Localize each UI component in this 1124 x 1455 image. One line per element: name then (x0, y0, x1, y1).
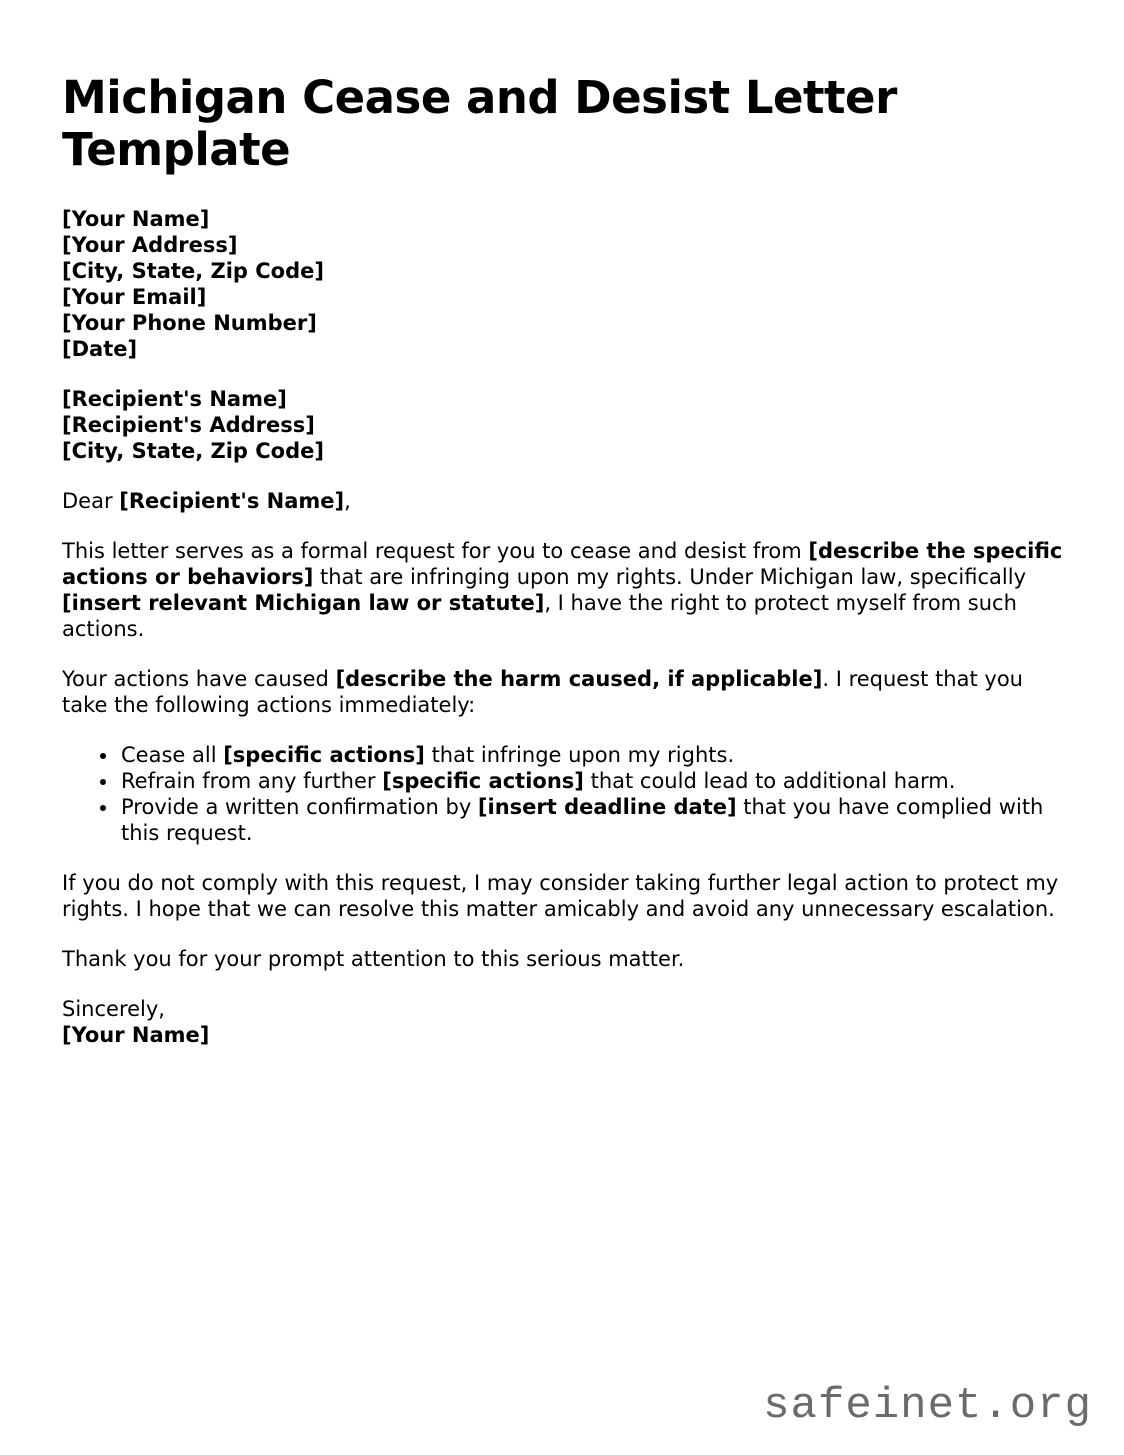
recipient-name-line: [Recipient's Name] (62, 387, 287, 411)
closing-name: [Your Name] (62, 1023, 210, 1047)
paragraph-harm: Your actions have caused [describe the harm caused, if applicable]. I request that you take the following actions immediately: (62, 667, 1023, 717)
recipient-city-line: [City, State, Zip Code] (62, 439, 324, 463)
site-watermark: safeinet.org (763, 1381, 1092, 1431)
sender-city-line: [City, State, Zip Code] (62, 259, 324, 283)
list-item: • Refrain from any further [specific actions] that could lead to additional harm. (119, 768, 1064, 794)
paragraph-consequences: If you do not comply with this request, I may consider taking further legal action to protect my rights. I hope that we can resolve this matter amicably and avoid any unnecessary escalation. (62, 871, 1059, 921)
recipient-address-line: [Recipient's Address] (62, 413, 315, 437)
list-item: • Cease all [specific actions] that infringe upon my rights. (119, 742, 1064, 768)
sender-address-line: [Your Address] (62, 233, 238, 257)
salutation: Dear [Recipient's Name], (62, 489, 351, 513)
demand-list (62, 742, 1064, 846)
recipient-address-block (62, 386, 1064, 464)
sender-email-line: [Your Email] (62, 285, 207, 309)
sender-name-line: [Your Name] (62, 207, 210, 231)
sender-date-line: [Date] (62, 337, 138, 361)
paragraph-opening: This letter serves as a formal request for you to cease and desist from [describe the specific actions or behaviors] that are infringing upon my rights. Under Michigan law, specifically [insert relevant Michigan law or statute], I have the right to protect myself from such actions. (62, 539, 1063, 641)
page-title: Michigan Cease and Desist Letter Template (62, 71, 897, 176)
sender-address-block (62, 206, 1064, 362)
list-item: • Provide a written confirmation by [insert deadline date] that you have complied with this request. (119, 794, 1064, 846)
sender-phone-line: [Your Phone Number] (62, 311, 317, 335)
closing-block (62, 996, 1064, 1048)
paragraph-thanks: Thank you for your prompt attention to this serious matter. (62, 947, 685, 971)
closing-signoff: Sincerely, (62, 997, 165, 1021)
